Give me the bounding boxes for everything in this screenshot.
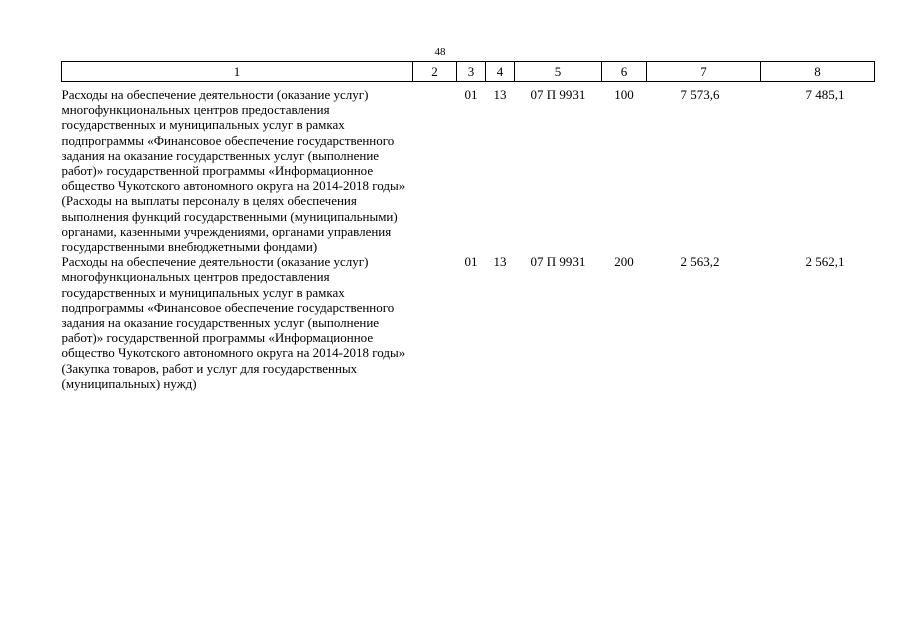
header-col-2: 2 <box>413 62 457 82</box>
row-amount-col-8: 7 485,1 <box>805 87 845 102</box>
header-col-6: 6 <box>602 62 647 82</box>
table-row <box>62 82 875 255</box>
row-subsection-code: 13 <box>493 87 507 102</box>
header-col-5: 5 <box>515 62 602 82</box>
row-expense-type: 200 <box>614 254 634 270</box>
row-amount-col-7: 7 573,6 <box>680 87 720 102</box>
row-target-article: 07 П 9931 <box>530 87 586 102</box>
row-description: Расходы на обеспечение деятельности (оказание услуг) многофункциональных центров предоставления государственных и муниципальных услуг в рамках подпрограммы «Финансовое обеспечение государственного задания на оказание государственных услуг (выполнение работ)» государственной программы «Информационное общество Чукотского автономного округа на 2014-2018 годы» (Расходы на выплаты персоналу в целях обеспечения выполнения функций государственными (муниципальными) органами, казенными учреждениями, органами управления государственными внебюджетными фондами) <box>61 87 406 255</box>
row-expense-type: 100 <box>614 87 634 102</box>
row-amount-col-8: 2 562,1 <box>805 254 845 270</box>
header-col-7: 7 <box>647 62 761 82</box>
table-row <box>62 254 875 391</box>
row-col-2 <box>413 254 457 391</box>
header-col-1: 1 <box>62 62 413 82</box>
row-subsection-code: 13 <box>493 254 507 270</box>
row-section-code: 01 <box>464 87 478 102</box>
budget-table <box>61 61 875 391</box>
row-target-article: 07 П 9931 <box>530 254 586 270</box>
header-col-4: 4 <box>486 62 515 82</box>
header-col-8: 8 <box>761 62 875 82</box>
page-number: 48 <box>434 46 446 58</box>
row-amount-col-7: 2 563,2 <box>680 254 720 270</box>
header-col-3: 3 <box>457 62 486 82</box>
row-description: Расходы на обеспечение деятельности (оказание услуг) многофункциональных центров предоставления государственных и муниципальных услуг в рамках подпрограммы «Финансовое обеспечение государственного задания на оказание государственных услуг (выполнение работ)» государственной программы «Информационное общество Чукотского автономного округа на 2014-2018 годы» (Закупка товаров, работ и услуг для государственных (муниципальных) нужд) <box>61 254 406 391</box>
row-col-2 <box>413 82 457 255</box>
row-section-code: 01 <box>464 254 478 270</box>
table-header-row <box>62 62 875 82</box>
